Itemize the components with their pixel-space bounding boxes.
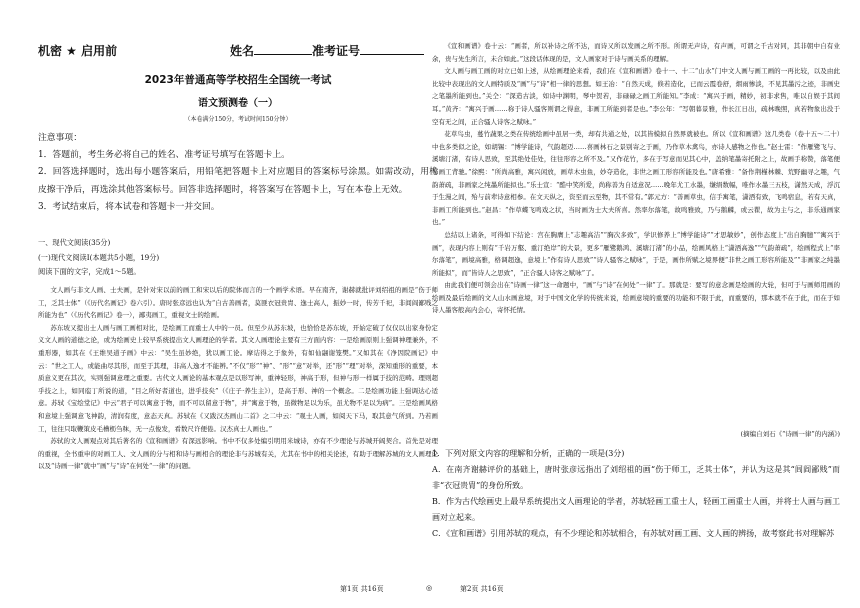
passage-paragraph: 总结以上诸条，可得如下结论：宫在胸膺上“志趣高洁”“胸次多致”，学识修养上“博学能诗”“才思敏妙”，创作态度上“出自胸臆”“寓兴于画”，表现内容上则有“千岩万壑、重汀绝岸”的大景，更多“雁鹭鹅鸿、溪塘汀渚”的小品，绘画风格上“潇洒高逸”“气韵萧疏”，绘画程式上“率尔落笔”，画境高雅，格调超逸，意境上“作有诗人思致”“诗人骚客之赋咏”，于是，画作所赋之境界便“非世之画工形容所能及”“非画家之纯墨所能拟”，而“皆诗人之思致”，“正合骚人诗客之赋咏”了。	[432, 230, 840, 277]
question-1	[432, 446, 840, 542]
reading-instruction: 阅读下面的文字，完成1～5题。	[38, 267, 141, 276]
passage-paragraph: 苏轼的文人画观点对其后著名的《宣和画谱》有深远影响。书中不仅多处编引明用米城诗，亦有不少理论与苏城开阔契合。首先是对理的重视，全书重申的对画工人、文人画的分与相和诗与画相合的理论非与苏城有关，尤其在书中的相关论述，有助于理解苏城的文人画理论以及“诗画一律”就中“画”与“诗”在何处“一律”的问题。	[38, 437, 438, 471]
instruction-item: 1．答题前，考生务必将自己的姓名、准考证号填写在答题卡上。	[38, 150, 290, 161]
secret-label: 机密 ★ 启用前	[38, 44, 118, 58]
exam-no-label: 准考证号	[312, 44, 361, 58]
passage-paragraph: 由此我们便可领会出在“诗画一律”这一命题中，“画”与“诗”在何处“一律”了。那就是：要写的意念画是绘画的大轮，但可于与画师用画的绘画及最后绘画的文人山水画意境，对于中国文化学的传统来说，绘画意境的重要的功能和不限于此，而重要的，那本就不在于此，而在于如诗人墨客般高内会心，寄怀托情。	[432, 281, 840, 315]
footer-right-page: 第2页 共16页	[460, 585, 504, 593]
source-citation: (摘编自刘石《“诗画一律”的内涵》)	[740, 430, 840, 438]
name-blank[interactable]	[254, 43, 312, 55]
question-option-c: C．《宣和画谱》引用苏轼的观点，有不少理论和苏轼相合，有苏轼对画工画、文人画的辨扬，故考察此书对理解苏	[432, 529, 835, 538]
exam-title: 2023年普通高等学校招生全国统一考试	[144, 74, 332, 86]
question-option-b: B．作为古代绘画史上最早系统提出文人画理论的学者，苏轼轻画工重士人，轻画工画重士人画，并将士人画与画工画对立起来。	[432, 497, 840, 522]
passage-paragraph: 《宣和画谱》卷十云：“画者，所以补诗之所不达，而诗又所以发画之所不形。所谓无声诗，有声画，可谓之千古对同，其非朝中自有业余，贵与先生所言，未合如此。”这段话体现的是，文人画家对于诗与画关系的理解。	[432, 42, 840, 63]
candidate-info	[230, 42, 424, 59]
exam-subtitle: 语文预测卷（一）	[198, 98, 278, 109]
footer-mark: ◎	[426, 584, 433, 592]
passage-paragraph: 文人画与画工画的对立已如上述，从绘画理论来看，我们在《宣和画谱》卷十一、十二“山水”门中文人画与画工画的一再比较，以及由此比较中表现出的文人画特质及“画”与“诗”相一律的思想。如王冶：“自然天成，倏若造化，已而云霞卷舒，烟雨惨淡，不见其墨污之迹，非画史之笔墨所能到也。”关仝：“深造古淡，如诗中渊明，琴中贺若，非碌碌之画工所能知。”李成：“寓兴于画，精妙，初非求售，唯以自娱于其间耳。”黄齐：“寓兴于画……称于诗人骚客则谓之得意，非画工所能到者是也。”李公年：“写朝暮景雅，作长江日出，疏林晚照，真若物象出没于空有无之间，正合骚人诗客之赋咏。”	[432, 67, 840, 126]
section-headings	[38, 236, 438, 280]
footer-left-page: 第1页 共16页	[340, 585, 384, 593]
exam-header	[38, 42, 438, 60]
passage-left	[38, 284, 438, 580]
instruction-item: 3．考试结束后，将本试卷和答题卡一并交回。	[38, 201, 220, 212]
passage-right	[432, 40, 840, 426]
exam-no-blank[interactable]	[360, 43, 424, 55]
passage-paragraph: 花草鸟虫，蔓竹蔬果之类在传统绘画中虽居一类，却有共通之处，以其皆模拟自然界就被也。所以《宣和画谱》这几类卷（卷十五～二十）中也多类似之论，如胡锡：“博学能诗，气韵超迈……喜画林石之景别寄之于画，乃作草木禽鸟，亦诗人感物之作也。”赵士雷：“作雁鹭飞与、溪塘汀渚，有诗人思致，至其绝处佳处，往往形容之所不及。”又作花竹，多在于写意而见其心中，盖纳笔墨寄托附之上，故画手称赞，落笔便与画工背驰。”徐熙：“所尚高雅，寓兴闲放，画草木虫鱼，妙夺造化，非世之画工形容所能及也。”唐希雅：“备作荆槿林棘、荒野幽寻之趣，气韵萧疏，非画家之纯墨所能拟也。”乐士宣：“酷中笑所爱，尚称善为自适意况……晚年尤工水墨，缣绢数幅，唯作水墨三五枝，潇然天成，浮沉于生漫之间，殆与前辈诗意相参。在文天纵之，资至而云至物，其不常有。”郭元方：“善画草虫，信手寓笔，潇洒有致，飞鸣宿息，若有天真，非画工所能到也。”赵昌：“作草蝶飞鸣戏之状，当时画为士大夫所喜。然率尔落笔，故鸣雅致，乃与鹅麟，或云瞿，故为主与之，非乐通画家也。”	[432, 130, 840, 227]
name-label: 姓名	[230, 44, 255, 58]
instruction-item: 2．回答选择题时，选出每小题答案后，用铅笔把答题卡上对应题目的答案标号涂黑。如需改动，用橡皮擦干净后，再选涂其他答案标号。回答非选择题时，将答案写在答题卡上，写在本卷上无效。	[38, 167, 438, 195]
score-note: （本卷满分150分，考试时间150分钟）	[184, 116, 292, 123]
part1-heading: 一、现代文阅读(35分)	[38, 238, 111, 247]
instructions	[38, 130, 438, 216]
passage-paragraph: 文人画与非文人画、士夫画，是针对宋以前的画工和宋以后的院体而言的一个画学术语。早在南齐，谢赫就批评刘绍祖的画是“伤于师工，乏其士体”（《历代名画记》卷六引）。唐时张彦远也认为“自古善画者，莫匪衣冠贵胄、逸士高人，振妙一时，传芳千祀，非闾阎鄙贱之所能为也”（《历代名画记》卷一），鄙夷画工，重视文士的绘画。	[38, 286, 438, 320]
instructions-heading: 注意事项：	[38, 133, 82, 143]
passage-paragraph: 苏东坡又提出士人画与画工画相对比，是绘画工而重士人中的一员。但至少从苏东坡，也恰恰是苏东坡，开始定破了仅仅以出家身份定义文人画的道德之论，或为绘画史上较早系统提出文人画理论的学者。其文人画理论主要有三方面内容：一是绘画原则上强调神理兼外，不重形器，如其在《王维吴道子画》中云：“吴生虽妙绝，犹以画工论。摩诘得之于象外，有如仙翮谢笼樊。”又如其在《净因院画记》中云：“世之工人，或能曲尽其形，而至于其理，非高人逸才不能辨。”不仅“形”“神”、“形”“意”对举，还“形”“理”对举，深知重形的重要，本质意义更在其次，实则强调意理之重要。古代文人画论的基本观点是以形写神，重神轻形，神高于形，但神与形一样属于技的范畴。理则超乎技之上，如同庖丁所说的道，“目之所好者道也，进乎技矣”（《庄子·养生主》），是高于形、神的一个概念。二是绘画功能上强调达心适意。苏轼《宝绘堂记》中云“君子可以寓意于物，而不可以留意于物”，并“寓意于物，虽微物足以为乐，虽尤物不足以为病”。三是绘画风格和意境上强调意飞神韵，清润有度，意态天真。苏轼在《又跋汉杰画山二首》之二中云：“观士人画，如阅天下马，取其意气所到。乃若画工，往往只取鞭策皮毛槽枥刍秣，无一点俊发，看数尺许便倦。汉杰真士人画也。”	[38, 323, 438, 433]
question-option-a: A．在南齐谢赫评价的基础上，唐时张彦远指出了刘绍祖的画“伤于师工，乏其士体”，并认为这是其“闾阎鄙贱”而非“衣冠贵胄”的身份所致。	[432, 465, 840, 490]
part1a-heading: (一)现代文阅读Ⅰ(本题共5小题，19分)	[38, 252, 160, 262]
question-stem: 1．下列对原文内容的理解和分析，正确的一项是(3分)	[432, 449, 625, 458]
